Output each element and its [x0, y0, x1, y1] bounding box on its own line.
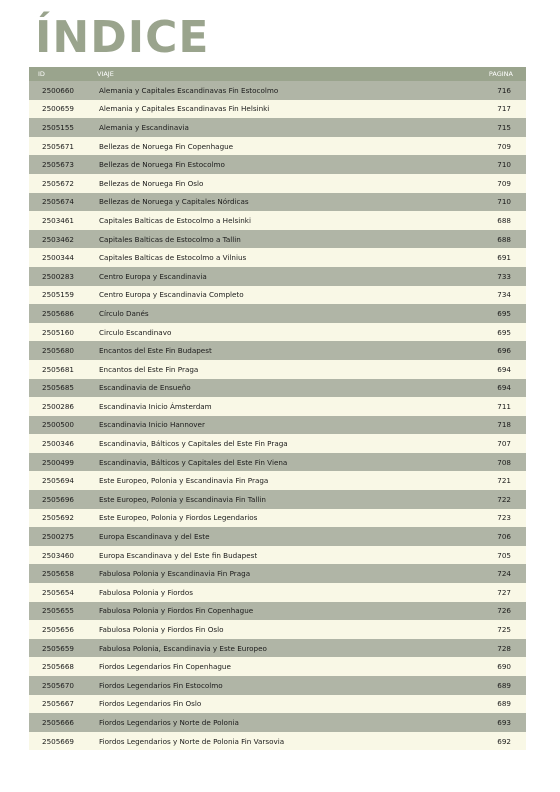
row-pagina: 694	[497, 383, 511, 393]
row-viaje: Bellezas de Noruega Fin Estocolmo	[99, 160, 225, 170]
table-row	[29, 695, 526, 714]
index-table	[29, 67, 526, 750]
row-id: 2505696	[42, 494, 75, 504]
table-row	[29, 230, 526, 249]
table-row	[29, 286, 526, 305]
row-viaje: Fiordos Legendarios y Norte de Polonia Fin Varsovia	[99, 736, 285, 746]
row-viaje: Escandinavia de Ensueño	[99, 383, 191, 393]
row-id: 2500659	[42, 104, 75, 114]
table-row	[29, 509, 526, 528]
header-id: ID	[38, 70, 45, 78]
row-viaje: Encantos del Este Fin Praga	[99, 364, 199, 374]
row-id: 2505673	[42, 160, 75, 170]
row-pagina: 690	[497, 662, 511, 672]
table-row	[29, 137, 526, 156]
row-pagina: 710	[497, 197, 511, 207]
row-pagina: 734	[497, 290, 511, 300]
row-id: 2505160	[42, 327, 75, 337]
row-pagina: 706	[497, 532, 511, 542]
table-row	[29, 304, 526, 323]
row-pagina: 726	[497, 606, 511, 616]
table-row	[29, 397, 526, 416]
table-row	[29, 453, 526, 472]
table-row	[29, 527, 526, 546]
row-id: 2505655	[42, 606, 75, 616]
table-row	[29, 732, 526, 751]
header-pagina: PAGINA	[488, 70, 513, 78]
row-viaje: Bellezas de Noruega y Capitales Nórdicas	[99, 197, 249, 207]
row-id: 2505672	[42, 178, 75, 188]
row-pagina: 717	[497, 104, 511, 114]
table-row	[29, 341, 526, 360]
row-viaje: Encantos del Este Fin Budapest	[99, 346, 212, 356]
row-id: 2505668	[42, 662, 75, 672]
row-viaje: Este Europeo, Polonia y Escandinavia Fin Praga	[99, 476, 269, 486]
row-id: 2505681	[42, 364, 75, 374]
row-id: 2505155	[42, 122, 75, 132]
row-id: 2505658	[42, 569, 75, 579]
row-viaje: Capitales Balticas de Estocolmo a Vilnius	[99, 253, 247, 263]
table-row	[29, 379, 526, 398]
row-pagina: 709	[497, 178, 511, 188]
row-id: 2500286	[42, 401, 75, 411]
table-row	[29, 360, 526, 379]
row-viaje: Centro Europa y Escandinavia Completo	[99, 290, 244, 300]
row-pagina: 692	[497, 736, 511, 746]
row-pagina: 715	[497, 122, 511, 132]
row-viaje: Escandinavia Inicio Hannover	[99, 420, 205, 430]
table-row	[29, 434, 526, 453]
row-id: 2500344	[42, 253, 75, 263]
table-row	[29, 155, 526, 174]
row-viaje: Fiordos Legendarios y Norte de Polonia	[99, 717, 239, 727]
row-pagina: 724	[497, 569, 511, 579]
row-id: 2500500	[42, 420, 75, 430]
row-viaje: Fabulosa Polonia y Fiordos Fin Oslo	[99, 625, 224, 635]
row-viaje: Escandinavia, Bálticos y Capitales del Este Fin Praga	[99, 439, 288, 449]
row-viaje: Este Europeo, Polonia y Escandinavia Fin Tallin	[99, 494, 266, 504]
row-id: 2505686	[42, 308, 75, 318]
row-viaje: Este Europeo, Polonia y Fiordos Legendarios	[99, 513, 258, 523]
row-viaje: Fabulosa Polonia y Fiordos	[99, 587, 194, 597]
table-row	[29, 193, 526, 212]
row-id: 2505692	[42, 513, 75, 523]
row-pagina: 705	[497, 550, 511, 560]
table-row	[29, 323, 526, 342]
row-id: 2505685	[42, 383, 75, 393]
row-pagina: 689	[497, 680, 511, 690]
row-id: 2505654	[42, 587, 75, 597]
row-id: 2505694	[42, 476, 75, 486]
row-pagina: 689	[497, 699, 511, 709]
row-id: 2500283	[42, 271, 75, 281]
row-id: 2500499	[42, 457, 75, 467]
row-pagina: 723	[497, 513, 511, 523]
page-title: ÍNDICE	[35, 12, 210, 63]
row-pagina: 722	[497, 494, 511, 504]
row-viaje: Escandinavia Inicio Ámsterdam	[99, 401, 212, 411]
row-id: 2505659	[42, 643, 75, 653]
row-viaje: Circulo Escandinavo	[99, 327, 172, 337]
row-id: 2500346	[42, 439, 75, 449]
table-row	[29, 100, 526, 119]
row-pagina: 695	[497, 327, 511, 337]
table-header	[29, 67, 526, 81]
row-viaje: Europa Escandinava y del Este fin Budapest	[99, 550, 258, 560]
row-pagina: 711	[497, 401, 511, 411]
row-pagina: 691	[497, 253, 511, 263]
row-pagina: 688	[497, 215, 511, 225]
row-pagina: 718	[497, 420, 511, 430]
row-pagina: 688	[497, 234, 511, 244]
table-row	[29, 471, 526, 490]
table-row	[29, 174, 526, 193]
table-row	[29, 118, 526, 137]
row-pagina: 716	[497, 85, 511, 95]
table-row	[29, 211, 526, 230]
row-pagina: 728	[497, 643, 511, 653]
row-pagina: 707	[497, 439, 511, 449]
row-id: 2505674	[42, 197, 75, 207]
row-pagina: 725	[497, 625, 511, 635]
row-pagina: 694	[497, 364, 511, 374]
row-viaje: Bellezas de Noruega Fin Copenhague	[99, 141, 234, 151]
row-viaje: Fabulosa Polonia y Fiordos Fin Copenhague	[99, 606, 254, 616]
row-viaje: Círculo Danés	[99, 308, 149, 318]
row-id: 2500660	[42, 85, 75, 95]
row-id: 2505670	[42, 680, 75, 690]
row-id: 2503460	[42, 550, 75, 560]
row-id: 2505671	[42, 141, 75, 151]
row-pagina: 696	[497, 346, 511, 356]
row-id: 2505656	[42, 625, 75, 635]
row-viaje: Alemania y Capitales Escandinavas Fin Helsinki	[99, 104, 270, 114]
table-row	[29, 267, 526, 286]
row-id: 2505159	[42, 290, 75, 300]
row-viaje: Centro Europa y Escandinavia	[99, 271, 207, 281]
row-pagina: 695	[497, 308, 511, 318]
row-id: 2505666	[42, 717, 75, 727]
row-id: 2505669	[42, 736, 75, 746]
row-pagina: 708	[497, 457, 511, 467]
row-viaje: Fabulosa Polonia, Escandinavia y Este Europeo	[99, 643, 267, 653]
table-row	[29, 416, 526, 435]
row-pagina: 693	[497, 717, 511, 727]
table-row	[29, 583, 526, 602]
row-viaje: Alemania y Escandinavia	[99, 122, 189, 132]
row-viaje: Fiordos Legendarios Fin Oslo	[99, 699, 202, 709]
table-row	[29, 248, 526, 267]
table-row	[29, 676, 526, 695]
row-id: 2505667	[42, 699, 75, 709]
row-viaje: Alemania y Capitales Escandinavas Fin Estocolmo	[99, 85, 279, 95]
table-row	[29, 602, 526, 621]
row-id: 2500275	[42, 532, 75, 542]
row-id: 2503461	[42, 215, 75, 225]
row-viaje: Fabulosa Polonia y Escandinavia Fin Praga	[99, 569, 251, 579]
row-pagina: 733	[497, 271, 511, 281]
table-row	[29, 620, 526, 639]
row-pagina: 727	[497, 587, 511, 597]
row-pagina: 721	[497, 476, 511, 486]
table-row	[29, 657, 526, 676]
row-viaje: Capitales Balticas de Estocolmo a Helsinki	[99, 215, 251, 225]
table-row	[29, 639, 526, 658]
header-viaje: VIAJE	[97, 70, 114, 78]
row-viaje: Europa Escandinava y del Este	[99, 532, 210, 542]
table-row	[29, 490, 526, 509]
table-row	[29, 713, 526, 732]
table-row	[29, 546, 526, 565]
row-viaje: Fiordos Legendarios Fin Estocolmo	[99, 680, 223, 690]
row-viaje: Fiordos Legendarios Fin Copenhague	[99, 662, 231, 672]
table-row	[29, 564, 526, 583]
row-viaje: Bellezas de Noruega Fin Oslo	[99, 178, 204, 188]
table-body	[29, 81, 526, 750]
row-pagina: 710	[497, 160, 511, 170]
row-viaje: Capitales Balticas de Estocolmo a Tallin	[99, 234, 241, 244]
row-id: 2505680	[42, 346, 75, 356]
row-pagina: 709	[497, 141, 511, 151]
table-row	[29, 81, 526, 100]
row-viaje: Escandinavia, Bálticos y Capitales del Este Fin Viena	[99, 457, 288, 467]
row-id: 2503462	[42, 234, 75, 244]
